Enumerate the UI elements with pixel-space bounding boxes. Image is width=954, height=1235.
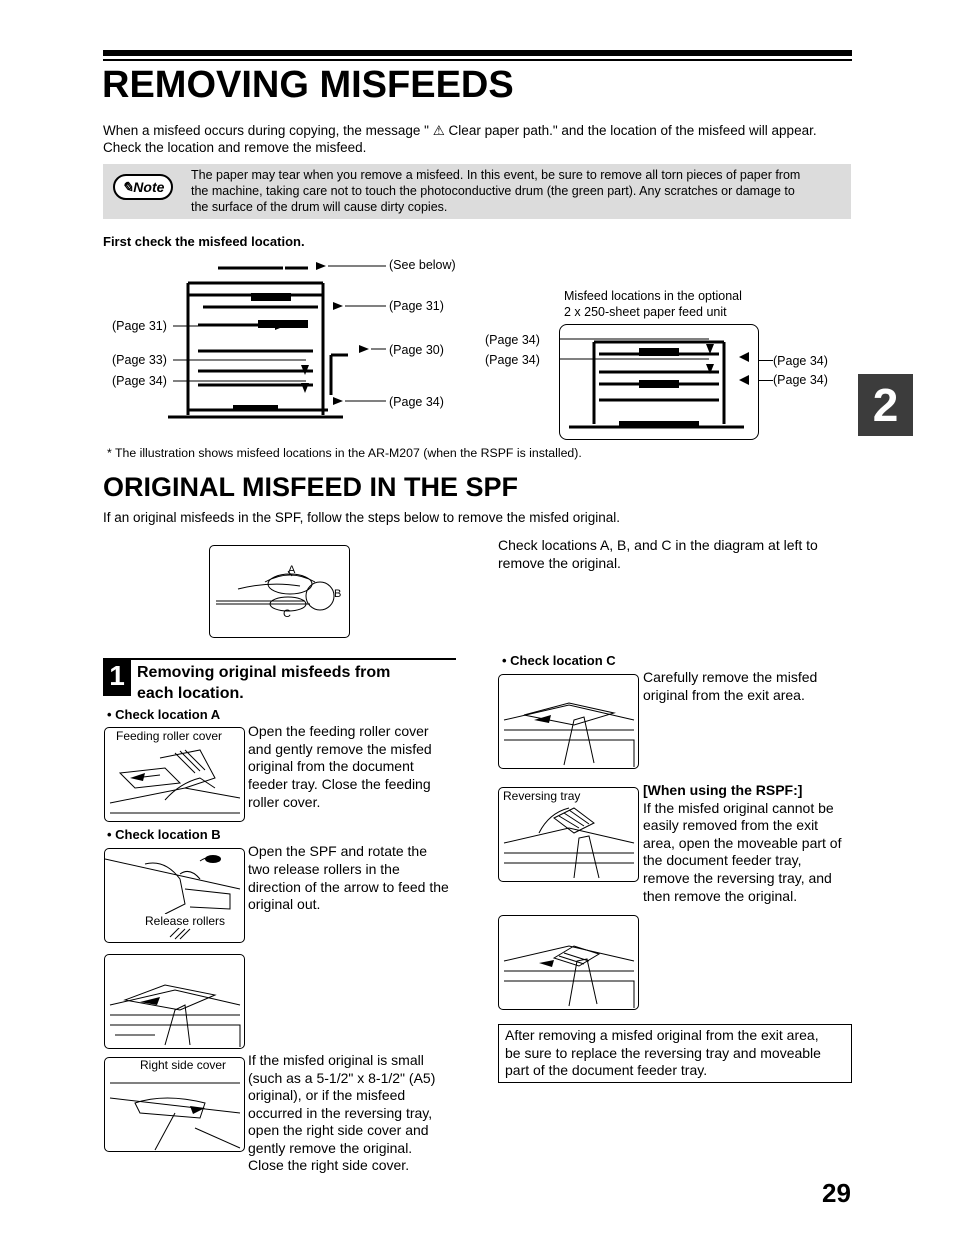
diagram-footnote: * The illustration shows misfeed locations in the AR-M207 (when the RSPF is installed). xyxy=(107,446,582,460)
rspf-heading: [When using the RSPF:] xyxy=(643,782,803,798)
diagram-heading: First check the misfeed location. xyxy=(103,234,305,249)
loc-b-illustration xyxy=(104,848,245,943)
section-title: ORIGINAL MISFEED IN THE SPF xyxy=(103,472,519,502)
header-rule-thin xyxy=(103,59,852,61)
step-rule xyxy=(131,658,456,660)
label-see-below: (See below) xyxy=(389,258,456,272)
rspf-removal-drawing xyxy=(499,916,639,1010)
abc-label-c: C xyxy=(283,608,291,620)
spf-removal-drawing xyxy=(105,955,245,1049)
optional-right-label-a: (Page 34) xyxy=(773,354,828,368)
label-right-page-34: (Page 34) xyxy=(389,395,444,409)
small-line-7: Close the right side cover. xyxy=(248,1157,410,1173)
after-removal-note xyxy=(498,1024,852,1083)
reversing-tray-illustration xyxy=(498,787,639,882)
label-left-page-31: (Page 31) xyxy=(112,319,167,333)
loc-c-line-2: original from the exit area. xyxy=(643,687,805,703)
step-title-1: Removing original misfeeds from xyxy=(137,664,391,681)
note-line-3: the surface of the drum will cause dirty copies. xyxy=(191,200,448,214)
rspf-line-5: remove the reversing tray, and xyxy=(643,870,832,886)
after-line-3: part of the document feeder tray. xyxy=(505,1062,708,1079)
loc-a-line-2: and gently remove the misfed xyxy=(248,741,432,757)
optional-unit-diagram xyxy=(559,324,759,440)
label-left-page-33: (Page 33) xyxy=(112,353,167,367)
right-side-cover-callout: Right side cover xyxy=(140,1058,227,1072)
intro-line-1: When a misfeed occurs during copying, the message " ⚠ Clear paper path." and the location of the misfeed will appear. xyxy=(103,123,817,138)
loc-b-callout: Release rollers xyxy=(145,914,226,928)
optional-leader-right-a xyxy=(759,360,773,361)
small-line-1: If the misfed original is small xyxy=(248,1052,424,1068)
abc-location-illustration xyxy=(209,545,350,638)
after-line-2: be sure to replace the reversing tray and moveable xyxy=(505,1044,821,1061)
header-rule-thick xyxy=(103,50,852,56)
label-right-page-31: (Page 31) xyxy=(389,299,444,313)
loc-c-heading: • Check location C xyxy=(502,653,616,668)
section-intro: If an original misfeeds in the SPF, follow the steps below to remove the misfed original. xyxy=(103,510,621,525)
intro-line-2: Check the location and remove the misfeed. xyxy=(103,140,367,155)
note-badge-label: Note xyxy=(133,179,165,195)
optional-leader-right-b xyxy=(759,380,773,381)
small-line-4: occurred in the reversing tray, xyxy=(248,1105,433,1121)
step-number: 1 xyxy=(103,658,131,696)
right-side-cover-illustration xyxy=(104,1057,245,1152)
small-line-2: (such as a 5-1/2" x 8-1/2" (A5) xyxy=(248,1070,436,1086)
release-rollers-drawing xyxy=(105,849,245,943)
loc-b-line-3: direction of the arrow to feed the xyxy=(248,879,449,895)
label-right-page-30: (Page 30) xyxy=(389,343,444,357)
abc-text-2: remove the original. xyxy=(498,555,621,571)
right-side-cover-drawing xyxy=(105,1058,245,1152)
rspf-removal-illustration xyxy=(498,915,639,1010)
loc-a-line-1: Open the feeding roller cover xyxy=(248,723,429,739)
loc-b-line-2: two release rollers in the xyxy=(248,861,400,877)
loc-b-line-4: original out. xyxy=(248,896,321,912)
loc-a-illustration xyxy=(104,727,245,822)
abc-label-a: A xyxy=(288,564,296,576)
exit-area-drawing xyxy=(499,675,639,769)
loc-b-heading: • Check location B xyxy=(107,827,221,842)
reversing-tray-callout: Reversing tray xyxy=(503,789,581,803)
loc-a-line-4: feeder tray. Close the feeding xyxy=(248,776,431,792)
abc-text-1: Check locations A, B, and C in the diagram at left to xyxy=(498,537,818,553)
loc-c-line-1: Carefully remove the misfed xyxy=(643,669,818,685)
optional-right-label-b: (Page 34) xyxy=(773,373,828,387)
after-line-1: After removing a misfed original from the exit area, xyxy=(505,1027,819,1043)
rspf-line-3: area, open the moveable part of xyxy=(643,835,842,851)
step-title-2: each location. xyxy=(137,685,244,702)
note-line-2: the machine, taking care not to touch the photoconductive drum (the green part). Any scratches or damage to xyxy=(191,184,795,198)
chapter-tab: 2 xyxy=(858,374,913,436)
rspf-line-4: the document feeder tray, xyxy=(643,852,802,868)
rspf-line-2: easily removed from the exit xyxy=(643,817,819,833)
page-title: REMOVING MISFEEDS xyxy=(102,64,514,106)
optional-caption-2: 2 x 250-sheet paper feed unit xyxy=(564,305,727,319)
loc-a-callout: Feeding roller cover xyxy=(116,729,223,743)
small-line-6: gently remove the original. xyxy=(248,1140,413,1156)
spf-removal-illustration xyxy=(104,954,245,1049)
note-badge xyxy=(113,174,173,200)
loc-a-line-3: original from the document xyxy=(248,758,414,774)
abc-label-b: B xyxy=(334,588,342,600)
spf-abc-drawing xyxy=(210,546,350,638)
small-line-5: open the right side cover and xyxy=(248,1122,429,1138)
optional-left-label-b: (Page 34) xyxy=(485,353,540,367)
optional-caption-1: Misfeed locations in the optional xyxy=(564,289,742,303)
rspf-line-1: If the misfed original cannot be xyxy=(643,800,834,816)
note-line-1: The paper may tear when you remove a misfeed. In this event, be sure to remove all torn pieces of paper from xyxy=(191,168,801,182)
rspf-line-6: then remove the original. xyxy=(643,888,798,904)
label-left-page-34: (Page 34) xyxy=(112,374,167,388)
small-line-3: original), or if the misfeed xyxy=(248,1087,406,1103)
loc-b-line-1: Open the SPF and rotate the xyxy=(248,843,428,859)
optional-left-label-a: (Page 34) xyxy=(485,333,540,347)
page-number: 29 xyxy=(822,1178,851,1208)
loc-c-illustration xyxy=(498,674,639,769)
pencil-icon: ✎ xyxy=(121,179,134,195)
loc-a-heading: • Check location A xyxy=(107,707,221,722)
loc-a-line-5: roller cover. xyxy=(248,794,321,810)
